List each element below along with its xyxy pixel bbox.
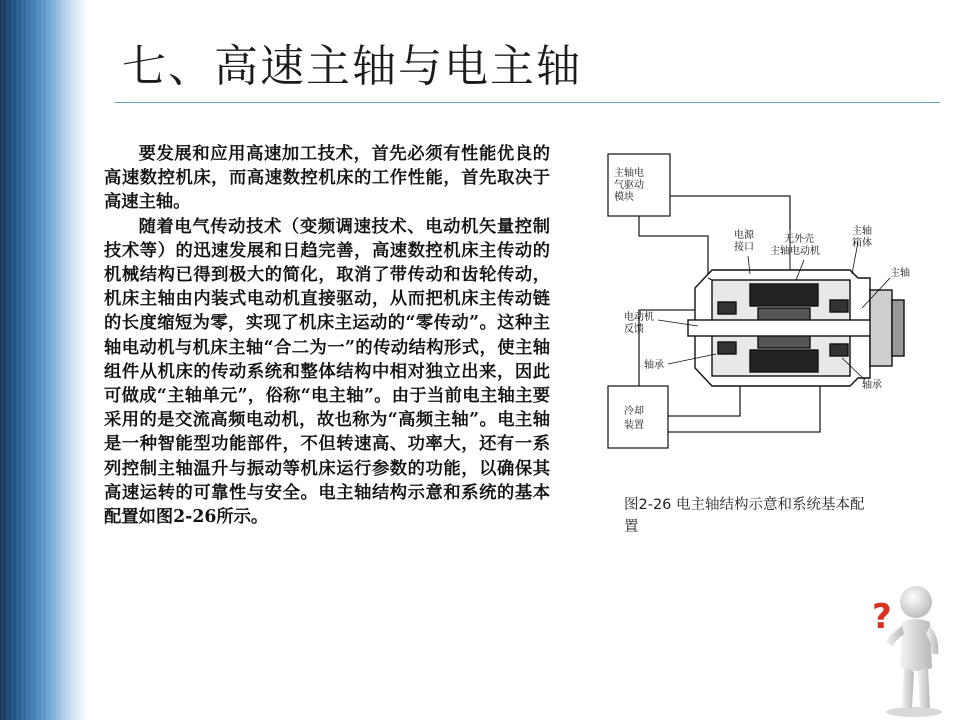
motor-label: 无外壳主轴电动机	[770, 234, 820, 257]
figure-caption: 图2-26 电主轴结构示意和系统基本配置	[624, 497, 865, 535]
cooling-label: 冷却装置	[624, 406, 644, 431]
bearing-left-label: 轴承	[644, 360, 664, 371]
question-person-icon	[866, 580, 956, 720]
paragraph-2: 随着电气传动技术（变频调速技术、电动机矢量控制技术等）的迅速发展和日趋完善，高速数控机床主传动的机械结构已得到极大的简化，取消了带传动和齿轮传动，机床主轴由内装式电动机直接驱动，从而把机床主传动链的长度缩短为零，实现了机床主运动的“零传动”。这种主轴电动机与机床主轴“合二为一”的传动结构形式，使主轴组件从机床的传动系统和整体结构中相对独立出来，因此可做成“主轴单元”，俗称“电主轴”。由于当前电主轴主要采用的是交流高频电动机，故也称为“高频主轴”。电主轴是一种智能型功能部件，不但转速高、功率大，还有一系列控制主轴温升与振动等机床运行参数的功能，以确保其高速运转的可靠性与安全。电主轴结构示意和系统的基本配置如图2-26所示。	[104, 216, 550, 528]
drive-module-label: 主轴电气驱动模块	[614, 168, 644, 203]
spindle-label: 主轴	[890, 268, 910, 279]
electric-spindle-diagram	[600, 150, 920, 460]
bearing-right-label: 轴承	[862, 380, 882, 391]
motor-feedback-label: 电动机反馈	[624, 312, 654, 335]
title-divider	[115, 102, 940, 103]
left-decorative-bar	[0, 0, 88, 720]
paragraph-1: 要发展和应用高速加工技术，首先必须有性能优良的高速数控机床，而高速数控机床的工作性能，首先取决于高速主轴。	[104, 144, 550, 213]
power-interface-label: 电源接口	[734, 230, 754, 253]
cooling-box	[608, 386, 668, 448]
slide-title: 七、高速主轴与电主轴	[122, 41, 582, 92]
body-text	[104, 142, 550, 529]
spindle-box-label: 主轴箱体	[852, 226, 872, 249]
svg-text:?: ?	[872, 597, 892, 637]
